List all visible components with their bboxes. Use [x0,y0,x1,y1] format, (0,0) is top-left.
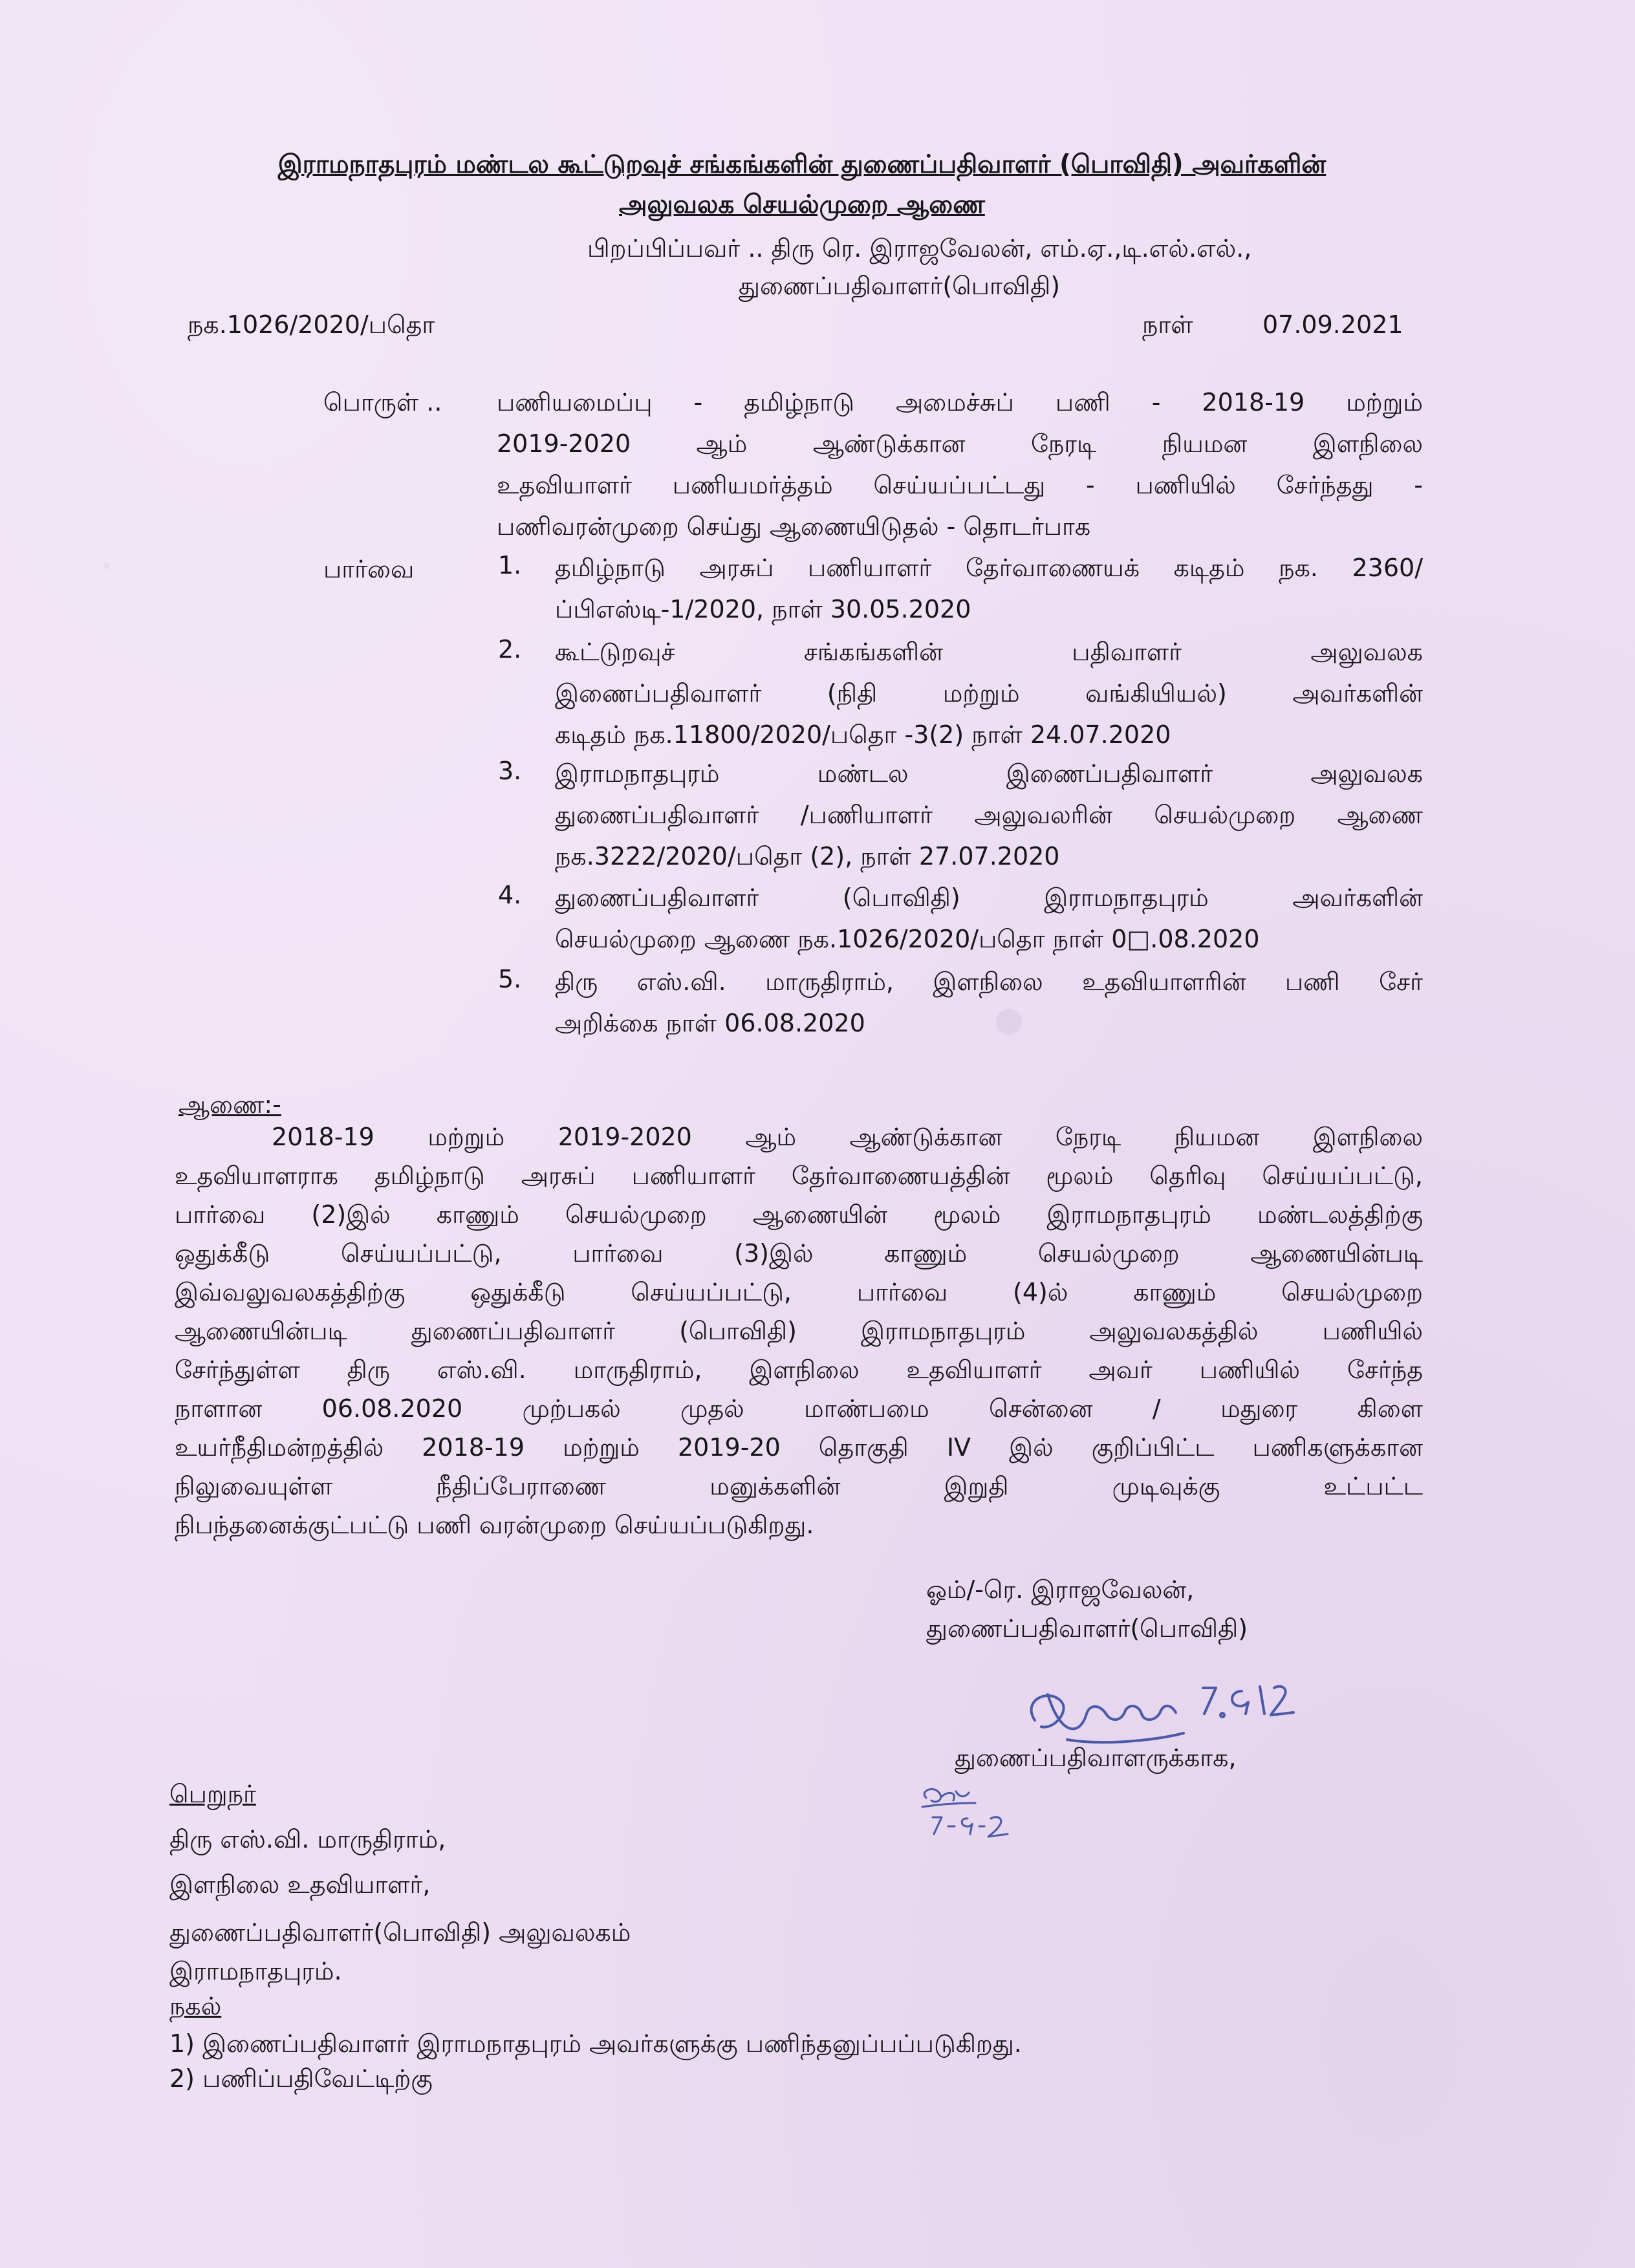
reference-line: தமிழ்நாடு அரசுப் பணியாளர் தேர்வாணையக் கடிதம் நக. 2360/ [555,554,1423,582]
reference-line: நக.3222/2020/பதொ (2), நாள் 27.07.2020 [555,842,1060,870]
document-title-line-2: அலுவலக செயல்முறை ஆணை [619,190,985,219]
reference-line: இராமநாதபுரம் மண்டல இணைப்பதிவாளர் அலுவலக [555,759,1423,788]
reference-line: கூட்டுறவுச் சங்கங்களின் பதிவாளர் அலுவலக [555,638,1423,666]
reference-item-number: 2. [498,635,522,664]
reference-number: நக.1026/2020/பதொ [188,310,435,339]
recipient-line: திரு எஸ்.வி. மாருதிராம், [169,1825,446,1853]
order-label: ஆணை:- [179,1090,281,1119]
handwritten-initial [913,1778,1030,1850]
order-line: நிபந்தனைக்குட்பட்டு பணி வரன்முறை செய்யப்படுகிறது. [175,1511,814,1539]
references-label: பார்வை [323,555,415,583]
subject-line: உதவியாளர் பணியமர்த்தம் செய்யப்பட்டது - பணியில் சேர்ந்தது - [497,471,1423,499]
order-line: உயர்நீதிமன்றத்தில் 2018-19 மற்றும் 2019-20 தொகுதி IV இல் குறிப்பிட்ட பணிகளுக்கான [175,1433,1423,1462]
reference-item-number: 4. [498,881,522,909]
subject-line: 2019-2020 ஆம் ஆண்டுக்கான நேரடி நியமன இளநிலை [497,429,1423,458]
subject-line: பணிவரன்முறை செய்து ஆணையிடுதல் - தொடர்பாக [497,512,1091,541]
reference-item-number: 1. [498,551,522,579]
reference-line: துணைப்பதிவாளர் (பொவிதி) இராமநாதபுரம் அவர்களின் [555,883,1423,912]
copy-line: 2) பணிப்பதிவேட்டிற்கு [169,2064,433,2093]
subject-line: பணியமைப்பு - தமிழ்நாடு அமைச்சுப் பணி - 2018-19 மற்றும் [497,388,1423,416]
reference-line: ப்பிஎஸ்டி-1/2020, நாள் 30.05.2020 [555,595,971,623]
scan-blemish [103,563,110,569]
date-value: 07.09.2021 [1262,310,1403,339]
recipient-line: இளநிலை உதவியாளர், [169,1870,431,1899]
reference-line: இணைப்பதிவாளர் (நிதி மற்றும் வங்கியியல்) அவர்களின் [555,679,1423,707]
document-title-line-1: இராமநாதபுரம் மண்டல கூட்டுறவுச் சங்கங்களின் துணைப்பதிவாளர் (பொவிதி) அவர்களின் [277,150,1326,179]
reference-line: திரு எஸ்.வி. மாருதிராம், இளநிலை உதவியாளரின் பணி சேர் [555,967,1423,996]
date-label: நாள் [1142,310,1193,339]
reference-item-number: 3. [498,757,522,785]
order-line: உதவியாளராக தமிழ்நாடு அரசுப் பணியாளர் தேர்வாணையத்தின் மூலம் தெரிவு செய்யப்பட்டு, [175,1161,1423,1190]
reference-item-4 [555,877,1423,960]
signature-date-text [1294,1694,1295,1695]
order-line: ஆணையின்படி துணைப்பதிவாளர் (பொவிதி) இராமநாதபுரம் அலுவலகத்தில் பணியில் [175,1317,1423,1345]
order-line: பார்வை (2)இல் காணும் செயல்முறை ஆணையின் மூலம் இராமநாதபுரம் மண்டலத்திற்கு [175,1200,1423,1229]
reference-line: அறிக்கை நாள் 06.08.2020 [555,1009,865,1037]
recipient-line: இராமநாதபுரம். [169,1957,342,1985]
order-line: சேர்ந்துள்ள திரு எஸ்.வி. மாருதிராம், இளநிலை உதவியாளர் அவர் பணியில் சேர்ந்த [175,1355,1423,1384]
reference-item-2 [555,631,1423,755]
order-line: 2018-19 மற்றும் 2019-2020 ஆம் ஆண்டுக்கான நேரடி நியமன இளநிலை [272,1123,1423,1151]
order-line: நாளான 06.08.2020 முற்பகல் முதல் மாண்பமை சென்னை / மதுரை கிளை [175,1394,1423,1423]
copy-line: 1) இணைப்பதிவாளர் இராமநாதபுரம் அவர்களுக்கு பணிந்தனுப்பப்படுகிறது. [169,2029,1022,2058]
reference-line: செயல்முறை ஆணை நக.1026/2020/பதொ நாள் 0□.08.2020 [555,925,1260,953]
reference-line: கடிதம் நக.11800/2020/பதொ -3(2) நாள் 24.07.2020 [555,720,1171,749]
signatory-designation: துணைப்பதிவாளர்(பொவிதி) [926,1614,1248,1643]
reference-item-number: 5. [498,965,522,993]
copy-label: நகல் [169,1992,222,2020]
issuer-line: பிறப்பிப்பவர் .. திரு ரெ. இராஜவேலன், எம்.ஏ.,டி.எல்.எல்., [587,234,1252,263]
recipient-line: துணைப்பதிவாளர்(பொவிதி) அலுவலகம் [169,1918,631,1947]
reference-item-1 [555,547,1423,630]
order-line: ஒதுக்கீடு செய்யப்பட்டு, பார்வை (3)இல் காணும் செயல்முறை ஆணையின்படி [175,1239,1423,1268]
order-body [175,1119,1423,1546]
subject-text [497,382,1423,547]
signed-by-line: ஓம்/-ரெ. இராஜவேலன், [926,1575,1195,1604]
subject-label: பொருள் .. [323,388,442,416]
reference-item-5 [555,961,1423,1044]
for-signatory-line: துணைப்பதிவாளருக்காக, [955,1744,1237,1772]
issuer-designation: துணைப்பதிவாளர்(பொவிதி) [739,272,1061,300]
reference-line: துணைப்பதிவாளர் /பணியாளர் அலுவலரின் செயல்முறை ஆணை [555,801,1423,829]
order-line: இவ்வலுவலகத்திற்கு ஒதுக்கீடு செய்யப்பட்டு, பார்வை (4)ல் காணும் செயல்முறை [175,1278,1423,1306]
order-line: நிலுவையுள்ள நீதிப்பேராணை மனுக்களின் இறுதி முடிவுக்கு உட்பட்ட [175,1472,1423,1500]
recipient-label: பெறுநர் [169,1780,256,1808]
reference-item-3 [555,753,1423,877]
